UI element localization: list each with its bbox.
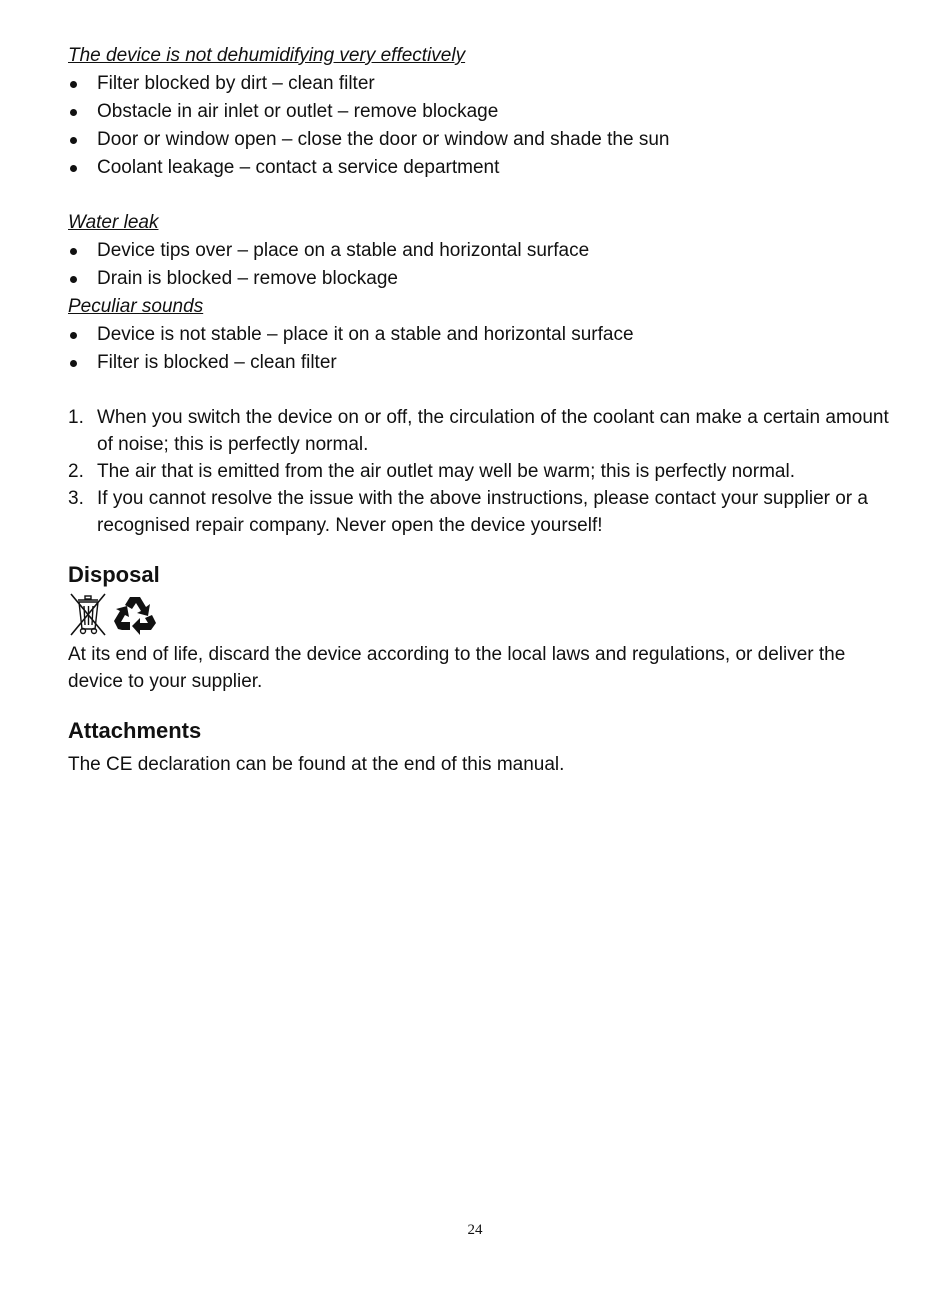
manual-page: [68, 42, 898, 778]
list-number: 3.: [68, 488, 84, 509]
attachments-text: The CE declaration can be found at the end of this manual.: [68, 754, 565, 775]
crossed-out-wheelie-bin-icon: [68, 591, 108, 642]
attachments-heading: Attachments: [68, 718, 202, 743]
list-item: Door or window open – close the door or window and shade the sun: [68, 126, 898, 154]
list-item: [68, 485, 898, 539]
bullet-list: [68, 70, 898, 182]
disposal-heading: Disposal: [68, 562, 160, 587]
troubleshooting-section-peculiar-sounds: [68, 293, 898, 377]
bullet-list: [68, 321, 898, 377]
list-number: 2.: [68, 461, 84, 482]
list-item: [68, 404, 898, 458]
list-item: Coolant leakage – contact a service department: [68, 154, 898, 182]
disposal-text: At its end of life, discard the device according to the local laws and regulations, or deliver the device to your supplier.: [68, 644, 846, 692]
recycling-icon: [112, 591, 158, 642]
list-text: When you switch the device on or off, the circulation of the coolant can make a certain amount of noise; this is perfectly normal.: [97, 407, 889, 455]
page-number: 24: [467, 1222, 483, 1238]
list-item: Obstacle in air inlet or outlet – remove blockage: [68, 98, 898, 126]
troubleshooting-section-water-leak: [68, 209, 898, 293]
spacer: [68, 539, 898, 561]
list-item: Device is not stable – place it on a stable and horizontal surface: [68, 321, 898, 349]
troubleshooting-section-dehumidifying: [68, 42, 898, 182]
list-number: 1.: [68, 407, 84, 428]
spacer: [68, 182, 898, 209]
spacer: [68, 377, 898, 404]
list-item: Device tips over – place on a stable and horizontal surface: [68, 237, 898, 265]
section-title: Peculiar sounds: [68, 296, 204, 317]
spacer: [68, 695, 898, 717]
list-item: Filter is blocked – clean filter: [68, 349, 898, 377]
list-item: Drain is blocked – remove blockage: [68, 265, 898, 293]
list-item: Filter blocked by dirt – clean filter: [68, 70, 898, 98]
disposal-icons: [68, 593, 898, 639]
disposal-section: [68, 561, 898, 695]
list-item: [68, 458, 898, 485]
bullet-list: [68, 237, 898, 293]
list-text: If you cannot resolve the issue with the above instructions, please contact your supplier or a recognised repair company. Never open the device yourself!: [97, 488, 868, 536]
list-text: The air that is emitted from the air outlet may well be warm; this is perfectly normal.: [97, 461, 795, 482]
notes-list: [68, 404, 898, 539]
section-title: The device is not dehumidifying very effectively: [68, 45, 466, 66]
attachments-section: [68, 717, 898, 778]
section-title: Water leak: [68, 212, 159, 233]
